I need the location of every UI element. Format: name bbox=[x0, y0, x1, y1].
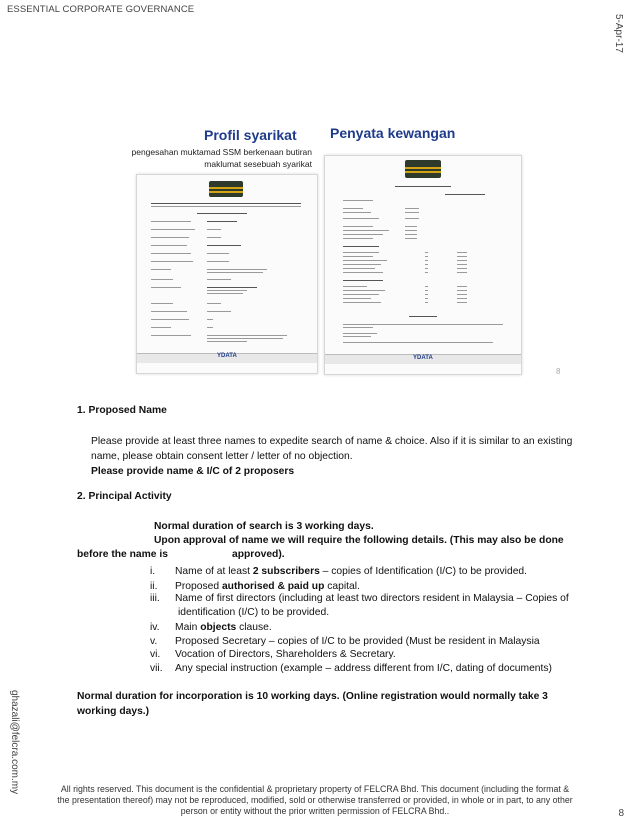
list-item-number: vii. bbox=[150, 663, 163, 674]
page-number: 8 bbox=[618, 808, 624, 819]
financial-statement-document-image bbox=[324, 155, 522, 375]
list-item: Name of at least 2 subscribers – copies of Identification (I/C) to be provided. bbox=[175, 566, 528, 577]
list-item-continuation: identification (I/C) to be provided. bbox=[178, 607, 330, 618]
section2-heading: 2. Principal Activity bbox=[77, 491, 172, 502]
list-item: Name of first directors (including at least two directors resident in Malaysia – Copies of bbox=[175, 593, 569, 604]
side-email: ghazali@felcra.com.my bbox=[9, 690, 20, 795]
ydata-logo: YDATA bbox=[217, 353, 237, 359]
closing-line1: Normal duration for incorporation is 10 working days. (Online registration would normally take 3 bbox=[77, 691, 548, 702]
section2-line3b: approved). bbox=[232, 549, 285, 560]
list-item: Main objects clause. bbox=[175, 622, 272, 633]
section1-line2: name, please obtain consent letter / letter of no objection. bbox=[91, 451, 353, 462]
corner-mark: 8 bbox=[556, 367, 561, 376]
header-date: 5-Apr-17 bbox=[613, 14, 624, 53]
section1-line1: Please provide at least three names to expedite search of name & choice. Also if it is similar to an existing bbox=[91, 436, 573, 447]
list-item-number: v. bbox=[150, 636, 158, 647]
ydata-logo: YDATA bbox=[413, 355, 433, 361]
header-title: ESSENTIAL CORPORATE GOVERNANCE bbox=[7, 4, 195, 15]
list-item-number: i. bbox=[150, 566, 156, 577]
section2-line1: Normal duration of search is 3 working days. bbox=[154, 521, 374, 532]
list-item: Proposed Secretary – copies of I/C to be provided (Must be resident in Malaysia bbox=[175, 636, 540, 647]
list-item-number: ii. bbox=[150, 581, 158, 592]
company-profile-document-image bbox=[136, 174, 318, 374]
image-caption: pengesahan muktamad SSM berkenaan butiran maklumat sesebuah syarikat bbox=[131, 147, 312, 169]
image-title-profil: Profil syarikat bbox=[204, 127, 297, 143]
section1-line3: Please provide name & I/C of 2 proposers bbox=[91, 466, 295, 477]
list-item-number: iii. bbox=[150, 593, 160, 604]
list-item: Vocation of Directors, Shareholders & Secretary. bbox=[175, 649, 396, 660]
ssm-logo-icon bbox=[209, 181, 243, 197]
section1-heading: 1. Proposed Name bbox=[77, 405, 167, 416]
list-item-number: vi. bbox=[150, 649, 161, 660]
copyright-footer: All rights reserved. This document is the confidential & proprietary property of FELCRA Bhd. This document (including the format & the presentation thereof) may not be reproduced, modified, sold or otherwise transferred or provided, in whole or in part, to any other person or entity without the prior written permission of FELCRA Bhd.. bbox=[57, 784, 573, 816]
ssm-logo-icon bbox=[405, 160, 441, 178]
list-item-number: iv. bbox=[150, 622, 160, 633]
closing-line2: working days.) bbox=[77, 706, 150, 717]
section2-line3a: before the name is bbox=[77, 549, 168, 560]
list-item: Proposed authorised & paid up capital. bbox=[175, 581, 360, 592]
section2-line2: Upon approval of name we will require the following details. (This may also be done bbox=[154, 535, 564, 546]
list-item: Any special instruction (example – address different from I/C, dating of documents) bbox=[175, 663, 552, 674]
image-title-penyata: Penyata kewangan bbox=[330, 125, 456, 141]
